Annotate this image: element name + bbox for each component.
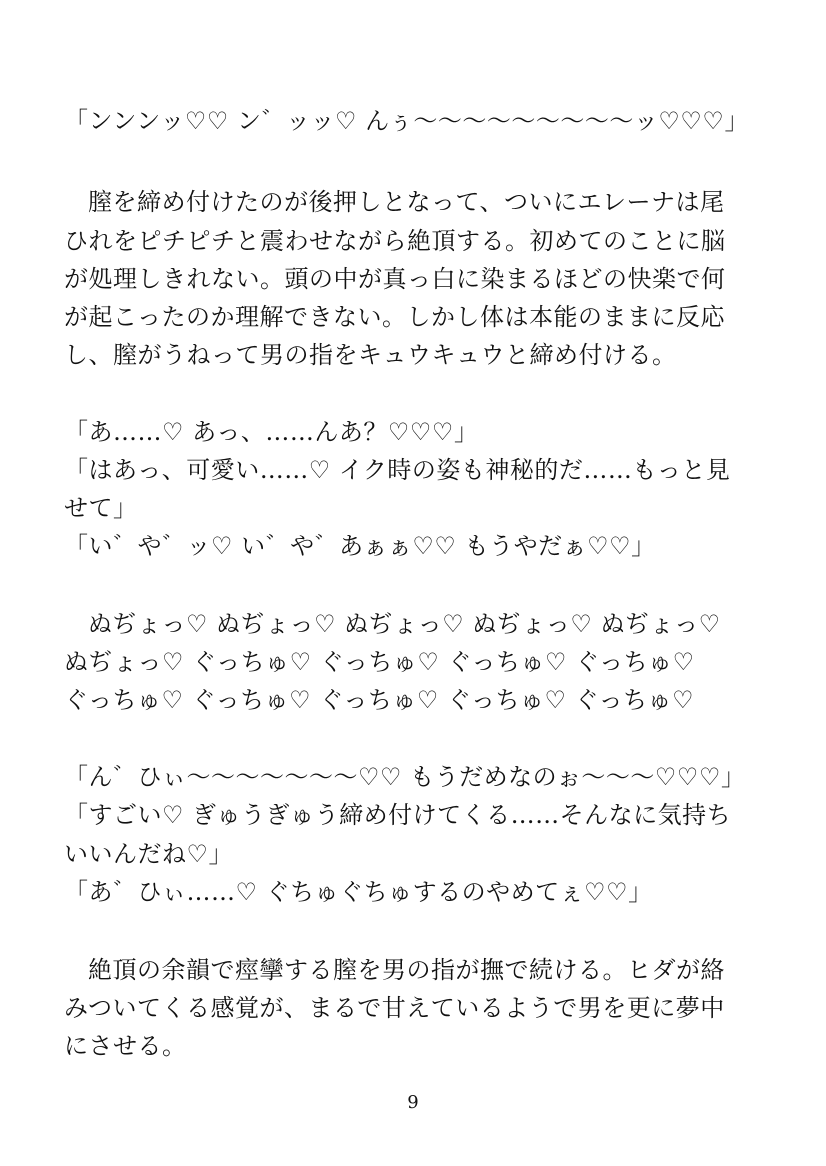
text-line: ぬぢょっ♡ ぬぢょっ♡ ぬぢょっ♡ ぬぢょっ♡ ぬぢょっ♡ [88,610,721,638]
text-line: にさせる。 [64,1032,187,1060]
text-line: みついてくる感覚が、まるで甘えているようで男を更に夢中 [64,994,725,1022]
text-line: し、膣がうねって男の指をキュウキュウと締め付ける。 [64,341,677,369]
text-line: 膣を締め付けたのが後押しとなって、ついにエレーナは尾 [88,188,725,216]
text-line: 「ん゛ひぃ〜〜〜〜〜〜〜♡♡ もうだめなのぉ〜〜〜♡♡♡」 [64,763,746,791]
text-line: 「すごい♡ ぎゅうぎゅう締め付けてくる……そんなに気持ち [64,801,732,829]
text-line: 「い゛や゛ッ♡ い゛や゛あぁぁ♡♡ もうやだぁ♡♡」 [64,532,656,560]
text-line: 「ンンンッ♡♡ ン゛ッッ♡ んぅ〜〜〜〜〜〜〜〜〜ッ♡♡♡」 [64,107,749,135]
text-line: せて」 [64,494,138,522]
text-line: 「あ……♡ あっ、……んあ？♡♡♡」 [64,418,479,446]
text-line: が起こったのか理解できない。しかし体は本能のままに反応 [64,303,726,331]
text-line: 「あ゛ひぃ……♡ ぐちゅぐちゅするのやめてぇ♡♡」 [64,878,653,906]
text-line: 絶頂の余韻で痙攣する膣を男の指が撫で続ける。ヒダが絡 [88,956,725,984]
text-line: いいんだね♡」 [64,840,234,868]
text-line: ひれをピチピチと震わせながら絶頂する。初めてのことに脳 [64,227,726,255]
page-number: 9 [407,1092,419,1113]
text-line: ぬぢょっ♡ ぐっちゅ♡ ぐっちゅ♡ ぐっちゅ♡ ぐっちゅ♡ [64,648,695,676]
text-line: 「はあっ、可愛い……♡ イク時の姿も神秘的だ……もっと見 [64,456,731,484]
text-line: ぐっちゅ♡ ぐっちゅ♡ ぐっちゅ♡ ぐっちゅ♡ ぐっちゅ♡ [64,686,695,714]
text-line: が処理しきれない。頭の中が真っ白に染まるほどの快楽で何 [64,265,726,293]
